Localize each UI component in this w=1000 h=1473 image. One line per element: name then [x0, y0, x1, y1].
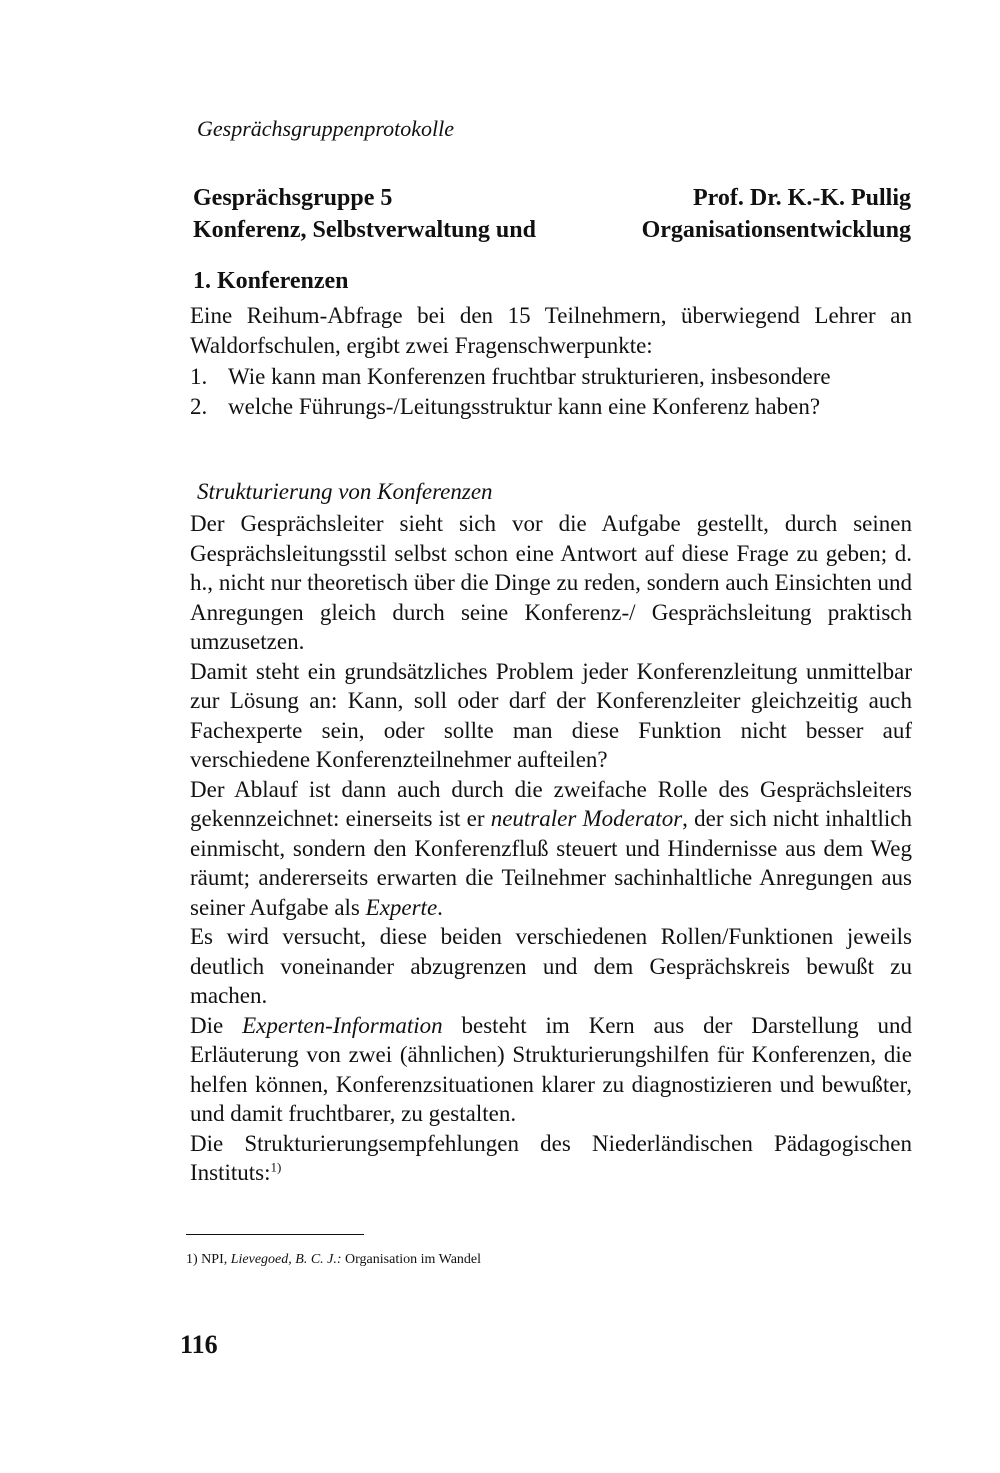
question-number: 2. [190, 393, 208, 419]
footnote-title: Organisation im Wandel [345, 1252, 482, 1267]
paragraph: Der Gesprächsleiter sieht sich vor die Aufgabe gestellt, durch seinen Gesprächsleitungsstil selbst schon eine Antwort auf diese Frage zu geben; d. h., nicht nur theoretisch über die Dinge zu reden, sondern auch Einsichten und Anregungen gleich durch seine Konferenz-/ Gesprächsleitung praktisch umzusetzen. [190, 511, 912, 654]
question-item [190, 392, 912, 422]
footnote-abbr: NPI, [201, 1252, 228, 1267]
intro-paragraph: Eine Reihum-Abfrage bei den 15 Teilnehmern, überwiegend Lehrer an Waldorfschulen, ergibt zwei Fragenschwerpunkte: [190, 303, 912, 358]
section-heading: 1. Konferenzen [193, 268, 349, 294]
page-number: 116 [180, 1330, 218, 1359]
footnote-marker: 1) [186, 1252, 198, 1267]
emphasis: Experte [365, 894, 438, 920]
footnote-author: Lievegoed, B. C. J.: [230, 1252, 342, 1267]
footnote [186, 1252, 481, 1268]
text-run: Die [190, 1012, 243, 1038]
text-run: . [437, 894, 443, 920]
group-topic-left: Konferenz, Selbstverwaltung und [193, 217, 536, 243]
paragraph: Damit steht ein grundsätzliches Problem jeder Konferenzleitung unmittelbar zur Lösung an: Kann, soll oder darf der Konferenzleiter gleichzeitig auch Fachexperte sein, oder sollte man diese Funktion nicht besser auf verschiedene Konferenzteilnehmer aufteilen? [190, 658, 912, 772]
text-run: besteht im Kern aus der Darstellung und Erläuterung von zwei (ähnlichen) Strukturierungshilfen für Konferenzen, die helfen können, Konferenzsituationen klarer zu diagnostizieren und bewußter, und damit fruchtbarer, zu gestalten. [190, 1012, 912, 1126]
text-run: Der Ablauf ist dann auch durch die zweifache Rolle des Gesprächsleiters gekennzeichnet: einerseits ist er [190, 776, 912, 831]
main-text [190, 509, 912, 1188]
question-list [190, 362, 912, 421]
group-topic-right: Organisationsentwicklung [641, 217, 911, 243]
group-title-block [193, 182, 911, 246]
question-text: Wie kann man Konferenzen fruchtbar strukturieren, insbesondere [228, 364, 831, 389]
footnote-reference: 1) [270, 1159, 282, 1175]
question-text: welche Führungs-/Leitungsstruktur kann eine Konferenz haben? [228, 393, 821, 419]
question-number: 1. [190, 364, 208, 389]
emphasis: Experten-Information [242, 1012, 443, 1038]
emphasis: neutraler Moderator [490, 806, 683, 831]
paragraph [190, 775, 912, 923]
subsection-heading: Strukturierung von Konferenzen [197, 479, 493, 504]
paragraph: Es wird versucht, diese beiden verschiedenen Rollen/Funktionen jeweils deutlich voneinander abzugrenzen und dem Gesprächskreis bewußt zu machen. [190, 924, 912, 1008]
text-run: Die Strukturierungsempfehlungen des Niederländischen Pädagogischen Instituts: [190, 1130, 912, 1185]
paragraph [190, 1011, 912, 1129]
running-head: Gesprächsgruppenprotokolle [197, 116, 455, 141]
paragraph [190, 1129, 912, 1188]
footnote-rule [186, 1234, 364, 1235]
intro-paragraph-block [190, 301, 912, 360]
group-label: Gesprächsgruppe 5 [193, 185, 393, 211]
text-run: , der sich nicht inhaltlich einmischt, sondern den Konferenzfluß steuert und Hindernisse aus dem Weg räumt; andererseits erwarten die Teilnehmer sachinhaltliche Anregungen aus seiner Aufgabe als [190, 806, 912, 920]
group-speaker: Prof. Dr. K.-K. Pullig [693, 185, 911, 211]
question-item [190, 362, 912, 392]
